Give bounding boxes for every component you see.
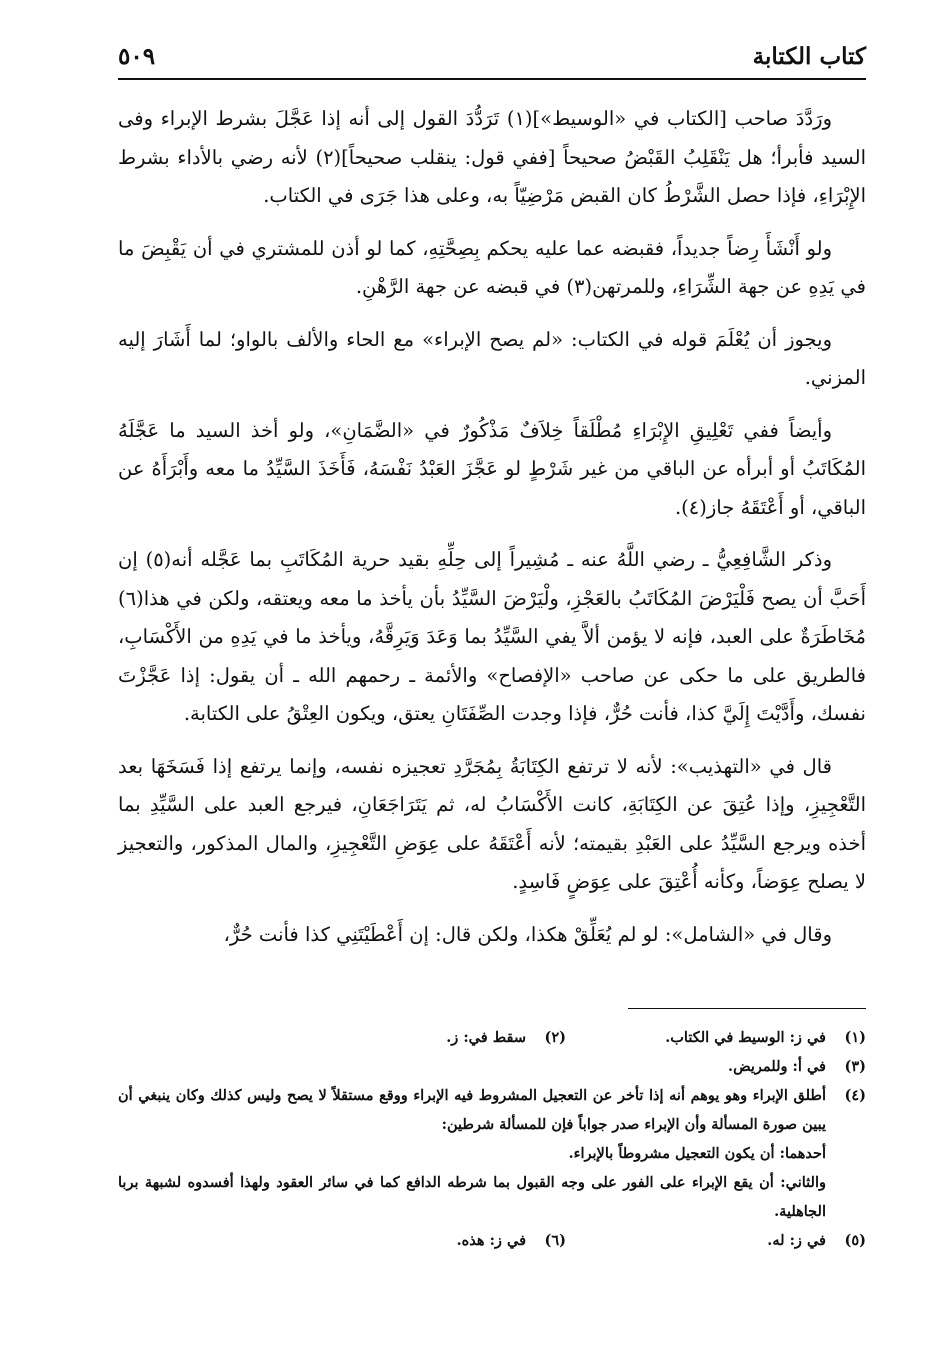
footnote-text: في ز: الوسيط في الكتاب. — [665, 1029, 826, 1046]
footnote-number: (٤) — [844, 1087, 866, 1104]
paragraph: وأيضاً ففي تَعْلِيقِ الإِبْرَاءِ مُطْلَقاً خِلاَفٌ مَذْكُورٌ في «الضَّمَانِ»، ولو أخذ السيد ما عَجَّلَهُ المُكَاتَبُ أو أبرأه عن الباقي من غير شَرْطٍ لو عَجَّزَ العَبْدُ نَفْسَهُ، فَأَخَذَ السَّيِّدُ ما معه وأَبْرَأَهُ عن الباقي، أو أَعْتَقَهُ جاز(٤). — [118, 418, 866, 519]
footnote-4 — [118, 1081, 866, 1226]
footnote-condition-1 — [118, 1139, 826, 1168]
footnote-body — [118, 1081, 826, 1226]
page-number: ٥٠٩ — [118, 43, 156, 70]
footnote-number: (٣) — [844, 1058, 866, 1075]
footnote-divider — [628, 1008, 866, 1009]
footnote-1 — [566, 1023, 866, 1052]
footnote-pair — [118, 1023, 866, 1052]
condition-label: والثاني: — [780, 1174, 826, 1191]
header-divider — [118, 78, 866, 80]
condition-label: أحدهما: — [779, 1145, 826, 1162]
footnote-text: أطلق الإبراء وهو يوهم أنه إذا تأخر عن التعجيل المشروط فيه الإبراء ووقع مستقلاً لا يصح وليس كذلك وكان ينبغي أن يبين صورة المسألة وأن الإبراء صدر جواباً فإن للمسألة شرطين: — [118, 1087, 826, 1133]
paragraph: وقال في «الشامل»: لو لم يُعَلِّقْ هكذا، ولكن قال: إن أَعْطَيْتَنِي كذا فأنت حُرٌّ، — [223, 922, 832, 946]
paragraph: وذكر الشَّافِعِيُّ ـ رضي اللَّهُ عنه ـ مُشِيراً إلى حِلِّهِ بقيد حرية المُكَاتَبِ بما عَجَّله أنه(٥) إن أَحَبَّ أن يصح فَلْيَرْضَ المُكَاتَبُ بالعَجْزِ، ولْيَرْضَ السَّيِّدُ بأن يأخذ ما معه ويعتقه، ولكن في هذا(٦) مُخَاطَرَةٌ على العبد، فإنه لا يؤمن ألاَّ يفي السَّيِّدُ بما وَعَدَ وَيَرِقَّهُ، ويأخذ ما في يَدِهِ من الأَكْسَابِ، فالطريق على ما حكى عن صاحب «الإفصاح» والأئمة ـ رحمهم الله ـ أن يقول: إذا عَجَّزْتَ نفسك، وأَدَّيْتَ إِلَيَّ كذا، فأنت حُرٌّ، فإذا وجدت الصِّفَتَانِ يعتق، ويكون العِتْقُ على الكتابة. — [118, 548, 866, 725]
footnote-pair — [118, 1226, 866, 1255]
page-header — [118, 32, 866, 70]
section-title: كتاب الكتابة — [752, 43, 866, 70]
footnote-text: في ز: هذه. — [456, 1232, 526, 1249]
footnote-number: (٢) — [544, 1029, 566, 1046]
footnote-condition-2 — [118, 1168, 826, 1226]
condition-text: أن يكون التعجيل مشروطاً بالإبراء. — [568, 1145, 775, 1162]
paragraph: ويجوز أن يُعْلَمَ قوله في الكتاب: «لم يصح الإبراء» مع الحاء والألف بالواو؛ لما أَشَارَ إليه المزني. — [118, 327, 866, 389]
footnote-number: (٦) — [544, 1232, 566, 1249]
paragraph: ورَدَّدَ صاحب [الكتاب في «الوسيط»](١) تَرَدُّدَ القول إلى أنه إذا عَجَّلَ بشرط الإبراء وفى السيد فأبرأ؛ هل يَنْقَلِبُ القَبْضُ صحيحاً [ففي قول: ينقلب صحيحاً](٢) لأنه رضي بالأداء بشرط الإِبْرَاءِ، فإذا حصل الشَّرْطُ كان القبض مَرْضِيّاً به، وعلى هذا جَرَى في الكتاب. — [118, 107, 866, 207]
footnote-3 — [118, 1052, 866, 1081]
footnote-5 — [566, 1226, 866, 1255]
paragraph: قال في «التهذيب»: لأنه لا ترتفع الكِتَابَةُ بِمُجَرَّدِ تعجيزه نفسه، وإنما يرتفع إذا فَسَخَهَا بعد التَّعْجِيزِ، وإذا عُتِقَ عن الكِتَابَةِ، كانت الأَكْسَابُ له، ثم يَتَرَاجَعَانِ، فيرجع العبد على السَّيِّدِ بما أخذه ويرجع السَّيِّدُ على العَبْدِ بقيمته؛ لأنه أَعْتَقَهُ على عِوَضِ التَّعْجِيزِ، والمال المذكور، والتعجيز لا يصلح عِوَضاً، وكأنه أُعْتِقَ على عِوَضٍ فَاسِدٍ. — [118, 754, 866, 893]
footnote-text: في أ: وللمريض. — [728, 1058, 826, 1075]
paragraph: ولو أَنْشَأَ رِضاً جديداً، فقبضه عما عليه يحكم بِصِحَّتِهِ، كما لو أذن للمشتري في أن يَقْبِضَ ما في يَدِهِ عن جهة الشِّرَاءِ، وللمرتهن(٣) في قبضه عن جهة الرَّهْنِ. — [118, 236, 866, 298]
footnote-number: (١) — [844, 1029, 866, 1046]
footnote-number: (٥) — [844, 1232, 866, 1249]
condition-text: أن يقع الإبراء على الفور على وجه القبول بما شرطه الدافع كما في سائر العقود ولهذا أفسدوه لشبهة بربا الجاهلية. — [118, 1174, 826, 1220]
footnote-6 — [266, 1226, 566, 1255]
footnote-text: سقط في: ز. — [446, 1029, 526, 1046]
footnote-2 — [266, 1023, 566, 1052]
footnotes — [118, 1023, 866, 1255]
footnote-text: في ز: له. — [767, 1232, 826, 1249]
main-text — [118, 100, 866, 954]
